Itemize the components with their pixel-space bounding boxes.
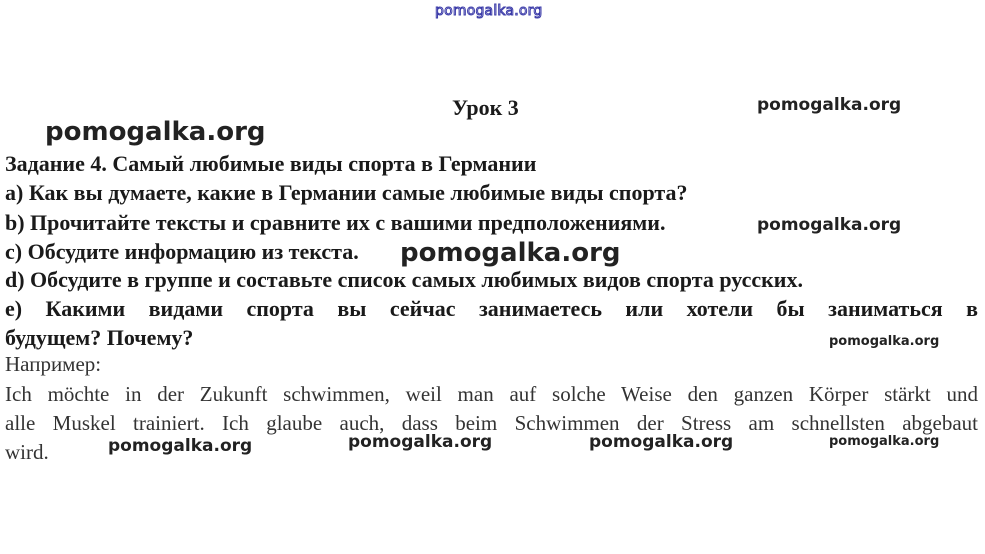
top-watermark: pomogalka.org [435, 3, 543, 19]
example-line-2: alle Muskel trainiert. Ich glaube auch, dass beim Schwimmen der Stress am schnellsten abgebaut [5, 411, 978, 435]
task-item-e-line1: e) Какими видами спорта вы сейчас занимаетесь или хотели бы заниматься в [5, 296, 978, 321]
watermark: pomogalka.org [829, 434, 940, 449]
watermark: pomogalka.org [108, 436, 253, 456]
watermark: pomogalka.org [757, 215, 902, 235]
task-item-d: d) Обсудите в группе и составьте список самых любимых видов спорта русских. [5, 267, 803, 292]
watermark: pomogalka.org [589, 432, 734, 452]
task-item-c: c) Обсудите информацию из текста. [5, 239, 359, 264]
task-item-e-line2: будущем? Почему? [5, 325, 194, 350]
task-heading: Задание 4. Самый любимые виды спорта в Германии [5, 151, 537, 176]
task-item-a: a) Как вы думаете, какие в Германии самые любимые виды спорта? [5, 180, 688, 205]
watermark: pomogalka.org [348, 432, 493, 452]
watermark: pomogalka.org [45, 117, 266, 147]
example-line-1: Ich möchte in der Zukunft schwimmen, weil man auf solche Weise den ganzen Körper stärkt und [5, 382, 978, 406]
lesson-title: Урок 3 [452, 95, 519, 120]
watermark: pomogalka.org [400, 238, 621, 268]
example-label: Например: [5, 352, 102, 376]
task-item-b: b) Прочитайте тексты и сравните их с вашими предположениями. [5, 210, 666, 235]
watermark: pomogalka.org [757, 95, 902, 115]
example-line-3: wird. [5, 440, 49, 464]
watermark: pomogalka.org [829, 334, 940, 349]
